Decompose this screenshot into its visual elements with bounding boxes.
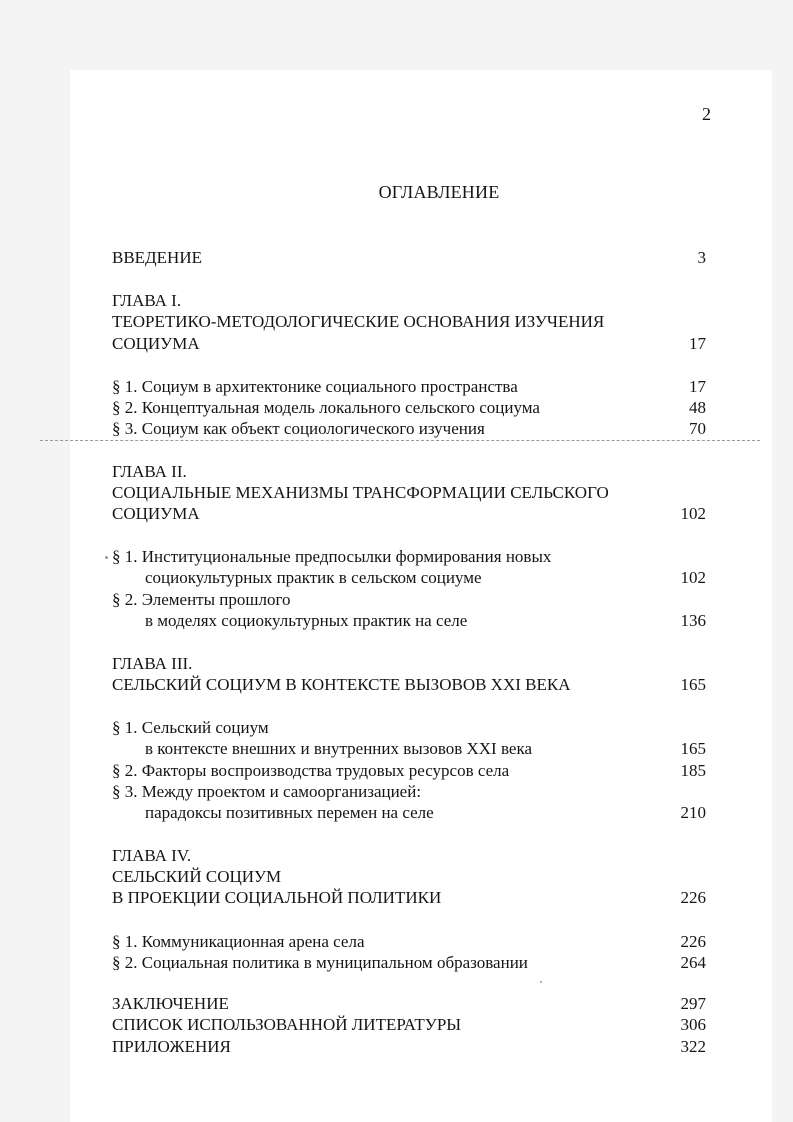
toc-entry-page: 17 <box>689 334 706 353</box>
chapter-1-title-line1: ТЕОРЕТИКО-МЕТОДОЛОГИЧЕСКИЕ ОСНОВАНИЯ ИЗУЧЕНИЯ <box>112 312 605 331</box>
chapter-2-heading: ГЛАВА II. <box>112 462 187 481</box>
toc-section-label: § 2. Социальная политика в муниципальном образовании <box>112 953 528 972</box>
toc-entry-intro <box>112 247 706 268</box>
toc-section-page: 136 <box>680 611 706 630</box>
toc-section-page: 210 <box>680 803 706 822</box>
chapter-2-title-line1: СОЦИАЛЬНЫЕ МЕХАНИЗМЫ ТРАНСФОРМАЦИИ СЕЛЬСКОГО <box>112 483 609 502</box>
chapter-4-title-line1: СЕЛЬСКИЙ СОЦИУМ <box>112 867 282 886</box>
toc-section-page: 165 <box>680 739 706 758</box>
toc-section-page: 70 <box>689 419 706 438</box>
toc-section <box>112 760 706 781</box>
toc-section-line2: парадоксы позитивных перемен на селе <box>145 803 434 822</box>
toc-section <box>112 952 706 973</box>
toc-section-line1: § 3. Между проектом и самоорганизацией: <box>112 782 422 801</box>
toc-section <box>112 397 706 418</box>
page-number: 2 <box>702 104 711 124</box>
toc-section-line1: § 1. Институциональные предпосылки формирования новых <box>112 547 552 566</box>
toc-section-label: § 3. Социум как объект социологического изучения <box>112 419 485 438</box>
toc-section-label: § 2. Факторы воспроизводства трудовых ресурсов села <box>112 761 510 780</box>
toc-section-line1: § 2. Элементы прошлого <box>112 590 291 609</box>
toc-section-line2: в моделях социокультурных практик на селе <box>145 611 468 630</box>
toc-entry-label: ПРИЛОЖЕНИЯ <box>112 1037 231 1056</box>
toc-section-page: 264 <box>680 953 706 972</box>
toc-section <box>145 610 706 631</box>
chapter-1-title <box>112 333 706 354</box>
toc-section <box>145 567 706 588</box>
toc-section-page: 226 <box>680 932 706 951</box>
toc-section-label: § 1. Социум в архитектонике социального пространства <box>112 377 518 396</box>
chapter-4-heading: ГЛАВА IV. <box>112 846 192 865</box>
toc-entry-label: ВВЕДЕНИЕ <box>112 248 202 267</box>
toc-section <box>112 931 706 952</box>
page-title: ОГЛАВЛЕНИЕ <box>378 182 500 202</box>
toc-section-line2: в контексте внешних и внутренних вызовов XXI века <box>145 739 532 758</box>
chapter-3-heading: ГЛАВА III. <box>112 654 193 673</box>
toc-entry-page: 3 <box>697 248 706 267</box>
toc-entry-label: СПИСОК ИСПОЛЬЗОВАННОЙ ЛИТЕРАТУРЫ <box>112 1015 462 1034</box>
toc-section <box>145 738 706 759</box>
toc-entry-page: 226 <box>680 888 706 907</box>
scan-speck <box>540 981 542 983</box>
chapter-3-title <box>112 674 706 695</box>
toc-section-label: § 2. Концептуальная модель локального сельского социума <box>112 398 540 417</box>
toc-entry-page: 322 <box>680 1037 706 1056</box>
chapter-2-title <box>112 503 706 524</box>
toc-section <box>112 376 706 397</box>
toc-entry-bibliography <box>112 1014 706 1035</box>
toc-section-page: 17 <box>689 377 706 396</box>
toc-section <box>112 418 706 439</box>
toc-section-label: § 1. Коммуникационная арена села <box>112 932 365 951</box>
toc-section <box>145 802 706 823</box>
toc-entry-page: 102 <box>680 504 706 523</box>
chapter-4-title-line2: В ПРОЕКЦИИ СОЦИАЛЬНОЙ ПОЛИТИКИ <box>112 888 442 907</box>
toc-entry-conclusion <box>112 993 706 1014</box>
toc-entry-appendices <box>112 1036 706 1057</box>
chapter-1-title-line2: СОЦИУМА <box>112 334 200 353</box>
scan-speck <box>105 556 108 559</box>
toc-entry-page: 306 <box>680 1015 706 1034</box>
chapter-1-heading: ГЛАВА I. <box>112 291 182 310</box>
chapter-4-title <box>112 887 706 908</box>
scan-divider-line <box>40 440 760 441</box>
toc-section-line1: § 1. Сельский социум <box>112 718 269 737</box>
toc-section-page: 102 <box>680 568 706 587</box>
chapter-3-title-line1: СЕЛЬСКИЙ СОЦИУМ В КОНТЕКСТЕ ВЫЗОВОВ XXI ВЕКА <box>112 675 571 694</box>
toc-entry-label: ЗАКЛЮЧЕНИЕ <box>112 994 229 1013</box>
toc-section-line2: социокультурных практик в сельском социуме <box>145 568 482 587</box>
toc-entry-page: 297 <box>680 994 706 1013</box>
chapter-2-title-line2: СОЦИУМА <box>112 504 200 523</box>
toc-section-page: 48 <box>689 398 706 417</box>
toc-entry-page: 165 <box>680 675 706 694</box>
toc-section-page: 185 <box>680 761 706 780</box>
